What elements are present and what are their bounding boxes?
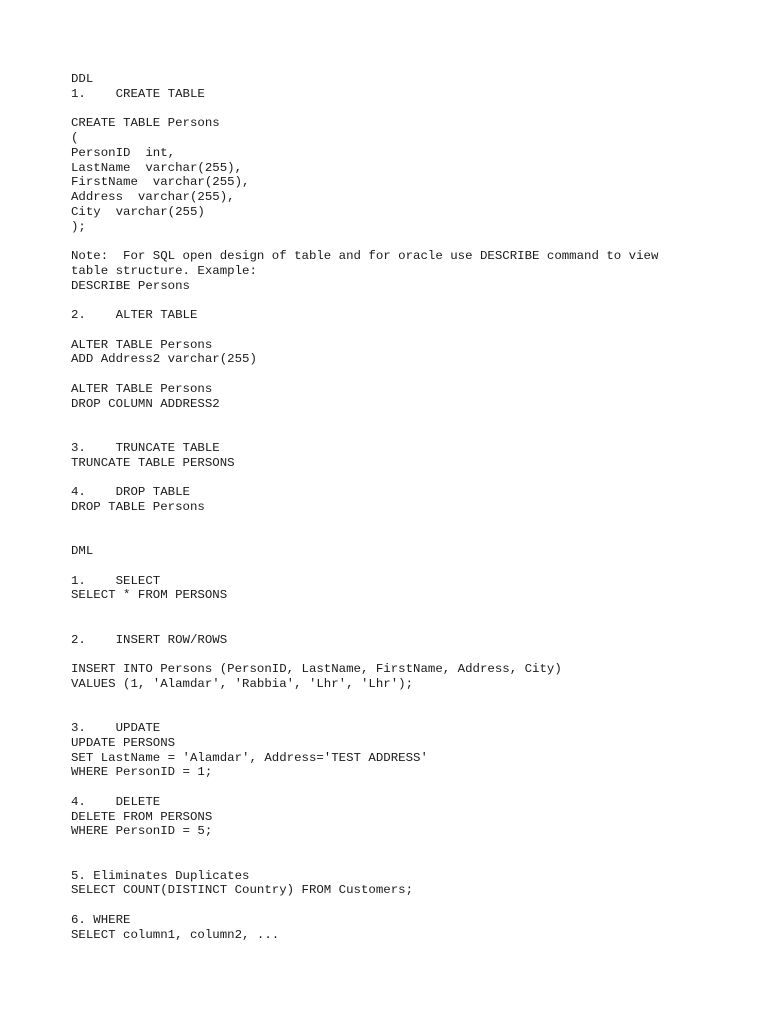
code-line: UPDATE PERSONS xyxy=(71,735,176,750)
blank-line xyxy=(71,411,751,426)
code-line: ALTER TABLE Persons xyxy=(71,337,213,352)
code-line: ); xyxy=(71,219,86,234)
blank-line xyxy=(71,898,751,913)
blank-line xyxy=(71,559,751,574)
blank-line xyxy=(71,780,751,795)
blank-line xyxy=(71,647,751,662)
code-line: DROP TABLE Persons xyxy=(71,499,205,514)
item-heading-update: 3. UPDATE xyxy=(71,721,161,735)
blank-line xyxy=(71,102,751,117)
blank-line xyxy=(71,854,751,869)
section-heading-dml: DML xyxy=(71,544,94,558)
code-line: SELECT column1, column2, ... xyxy=(71,927,280,942)
item-heading-truncate-table: 3. TRUNCATE TABLE xyxy=(71,440,220,455)
blank-line xyxy=(71,323,751,338)
item-heading-eliminates-duplicates: 5. Eliminates Duplicates xyxy=(71,868,250,883)
item-heading-create-table: 1. CREATE TABLE xyxy=(71,86,205,101)
code-line: SET LastName = 'Alamdar', Address='TEST ADDRESS' xyxy=(71,750,428,765)
code-line: ADD Address2 varchar(255) xyxy=(71,352,257,367)
code-line: DELETE FROM PERSONS xyxy=(71,809,213,824)
blank-line xyxy=(71,426,751,441)
blank-line xyxy=(71,367,751,382)
code-line: LastName varchar(255), xyxy=(71,160,243,175)
item-heading-drop-table: 4. DROP TABLE xyxy=(71,485,190,499)
blank-line xyxy=(71,470,751,485)
code-line: DESCRIBE Persons xyxy=(71,278,190,293)
item-heading-delete: 4. DELETE xyxy=(71,794,161,809)
blank-line xyxy=(71,293,751,308)
blank-line xyxy=(71,515,751,530)
code-line: SELECT * FROM PERSONS xyxy=(71,588,228,603)
code-line: CREATE TABLE Persons xyxy=(71,116,220,131)
item-heading-select: 1. SELECT xyxy=(71,573,161,588)
code-line: DROP COLUMN ADDRESS2 xyxy=(71,396,220,411)
code-line: City varchar(255) xyxy=(71,204,205,219)
section-heading-ddl: DDL xyxy=(71,72,94,86)
code-line: PersonID int, xyxy=(71,145,176,160)
document-page xyxy=(71,72,751,942)
code-line: WHERE PersonID = 1; xyxy=(71,765,213,780)
blank-line xyxy=(71,603,751,618)
code-line: INSERT INTO Persons (PersonID, LastName, FirstName, Address, City) xyxy=(71,662,562,676)
code-line: ALTER TABLE Persons xyxy=(71,381,213,396)
blank-line xyxy=(71,618,751,633)
blank-line xyxy=(71,839,751,854)
blank-line xyxy=(71,706,751,721)
blank-line xyxy=(71,692,751,707)
item-heading-where: 6. WHERE xyxy=(71,912,131,927)
note-line: Note: For SQL open design of table and for oracle use DESCRIBE command to view xyxy=(71,249,659,263)
item-heading-alter-table: 2. ALTER TABLE xyxy=(71,308,198,322)
code-line: VALUES (1, 'Alamdar', 'Rabbia', 'Lhr', 'Lhr'); xyxy=(71,676,414,691)
blank-line xyxy=(71,234,751,249)
code-line: SELECT COUNT(DISTINCT Country) FROM Customers; xyxy=(71,883,414,898)
code-line: TRUNCATE TABLE PERSONS xyxy=(71,455,235,470)
code-line: WHERE PersonID = 5; xyxy=(71,824,213,839)
item-heading-insert-rows: 2. INSERT ROW/ROWS xyxy=(71,632,228,647)
code-line: FirstName varchar(255), xyxy=(71,175,250,190)
blank-line xyxy=(71,529,751,544)
code-line: Address varchar(255), xyxy=(71,190,235,204)
code-line: ( xyxy=(71,131,79,145)
note-line: table structure. Example: xyxy=(71,263,257,278)
